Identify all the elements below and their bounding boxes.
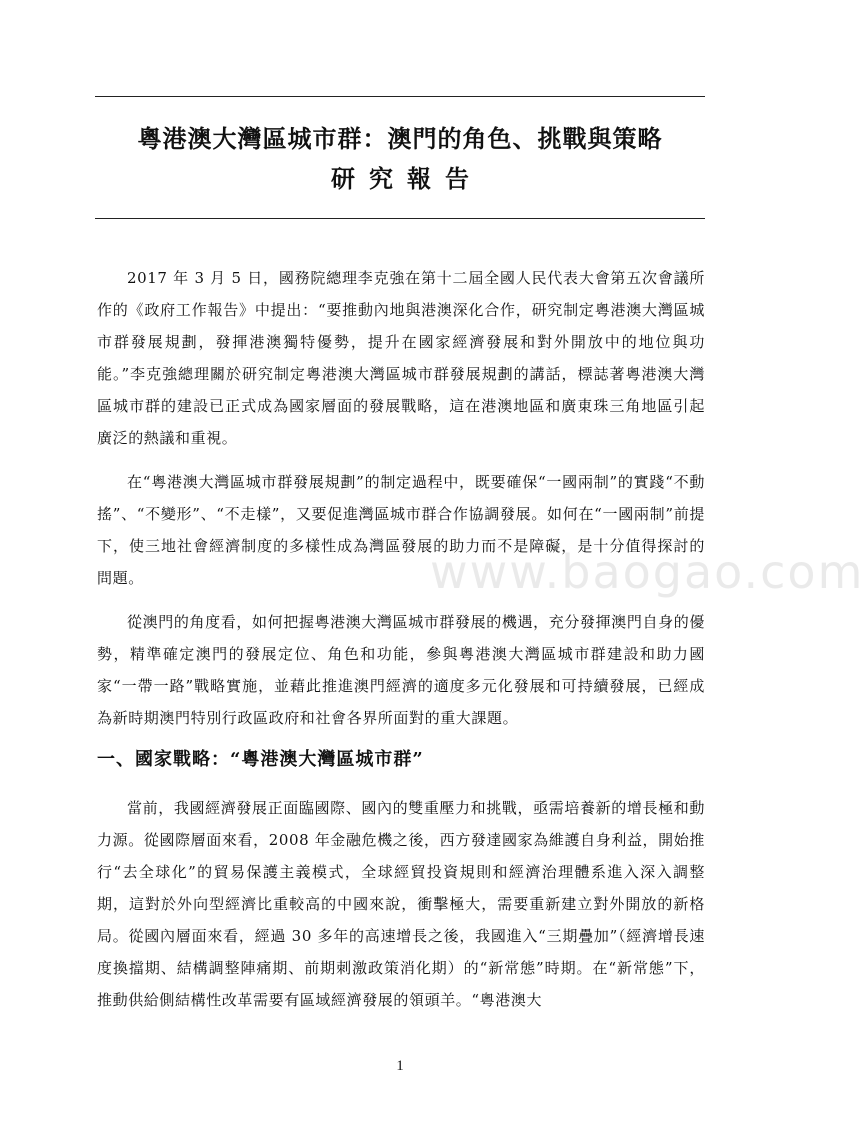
watermark: www.baogao.com	[430, 545, 864, 599]
top-rule	[95, 96, 705, 97]
bottom-rule	[95, 218, 705, 219]
paragraph-3: 從澳門的角度看，如何把握粵港澳大灣區城市群發展的機遇，充分發揮澳門自身的優勢，精準確定澳門的發展定位、角色和功能，參與粵港澳大灣區城市群建設和助力國家“一帶一路”戰略實施，並藉此推進澳門經濟的適度多元化發展和可持續發展，已經成為新時期澳門特別行政區政府和社會各界所面對的重大課題。	[97, 613, 705, 727]
section-paragraph-1: 當前，我國經濟發展正面臨國際、國內的雙重壓力和挑戰，亟需培養新的增長極和動力源。從國際層面來看，2008 年金融危機之後，西方發達國家為維護自身利益，開始推行“去全球化”的貿易保護主義模式，全球經貿投資規則和經濟治理體系進入深入調整期，這對於外向型經濟比重較高的中國來說，衝擊極大，需要重新建立對外開放的新格局。從國內層面來看，經過 30 多年的高速增長之後，我國進入“三期疊加”（經濟增長速度換擋期、結構調整陣痛期、前期刺激政策消化期）的“新常態”時期。在“新常態”下，推動供給側結構性改革需要有區域經濟發展的領頭羊。“粵港澳大	[97, 799, 705, 1009]
paragraph-2: 在“粵港澳大灣區城市群發展規劃”的制定過程中，既要確保“一國兩制”的實踐“不動搖”、“不變形”、“不走樣”，又要促進灣區城市群合作協調發展。如何在“一國兩制”前提下，使三地社會經濟制度的多樣性成為灣區發展的助力而不是障礙，是十分值得探討的問題。	[97, 473, 705, 587]
document-body	[97, 262, 705, 1028]
page-number: 1	[396, 1058, 404, 1074]
document-title: 粵港澳大灣區城市群：澳門的角色、挑戰與策略	[137, 124, 663, 153]
document-subtitle: 研究報告	[331, 164, 483, 193]
section-heading: 一、國家戰略：“粵港澳大灣區城市群”	[97, 749, 424, 770]
paragraph-1: 2017 年 3 月 5 日，國務院總理李克強在第十二屆全國人民代表大會第五次會議所作的《政府工作報告》中提出：“要推動內地與港澳深化合作，研究制定粵港澳大灣區城市群發展規劃，發揮港澳獨特優勢，提升在國家經濟發展和對外開放中的地位與功能。”李克強總理關於研究制定粵港澳大灣區城市群發展規劃的講話，標誌著粵港澳大灣區城市群的建設已正式成為國家層面的發展戰略，這在港澳地區和廣東珠三角地區引起廣泛的熱議和重視。	[97, 269, 705, 447]
